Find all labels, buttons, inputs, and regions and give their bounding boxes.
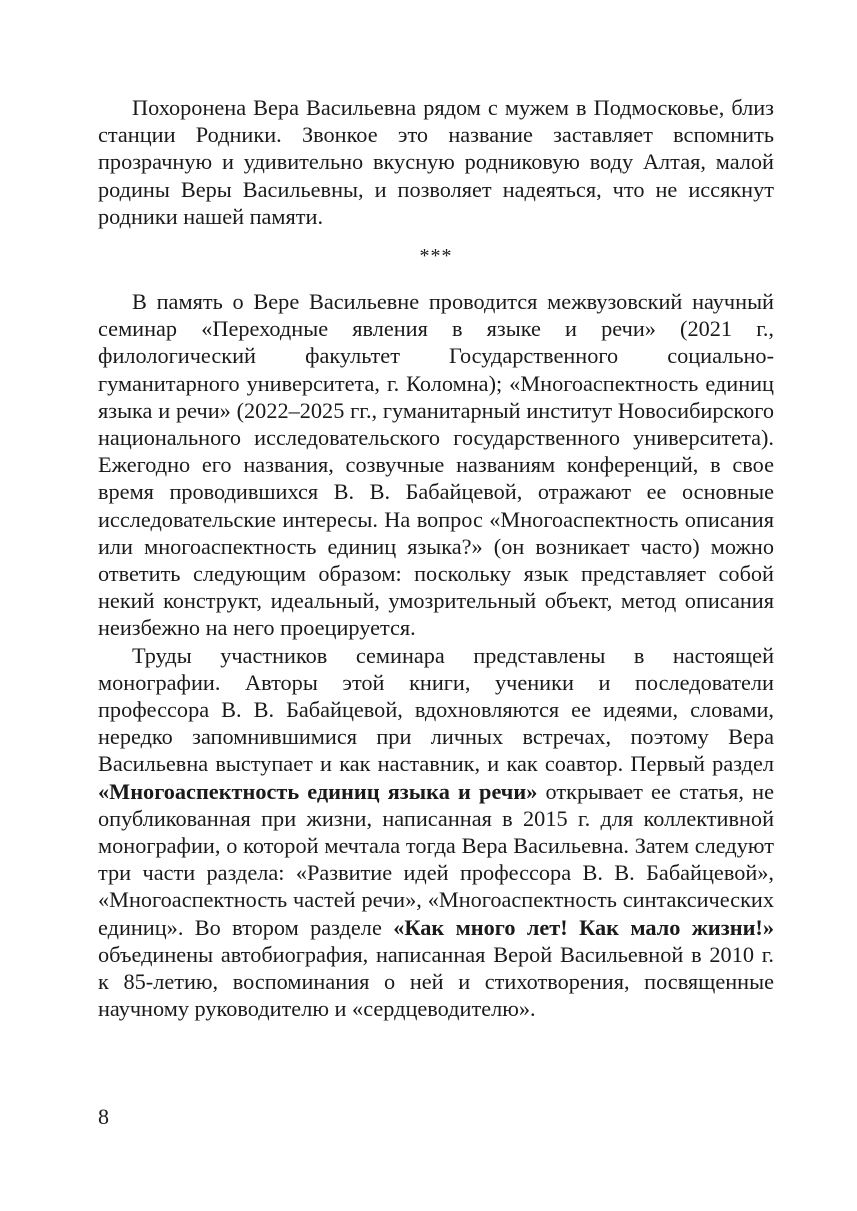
page-body: [98, 94, 774, 1023]
paragraph-burial: Похоронена Вера Васильевна рядом с мужем в Подмосковье, близ станции Родники. Звонкое это название заставляет вспомнить прозрачную и удивительно вкусную родниковую воду Алтая, малой родины Веры Васильевны, и позволяет надеяться, что не иссякнут родники нашей памяти.: [98, 95, 774, 229]
monograph-text-part-1: Труды участников семинара представлены в настоящей монографии. Авторы этой книги, ученики и последователи профессора В. В. Бабайцевой, вдохновляются ее идеями, словами, нередко запомнившимися при личных встречах, поэтому Вера Васильевна выступает и как наставник, и как соавтор. Первый раздел: [98, 642, 774, 777]
section-separator: ***: [419, 245, 453, 268]
page-number: 8: [98, 1104, 109, 1129]
paragraph-monograph: [98, 642, 774, 1023]
section-title-1: «Многоаспектность единиц языка и речи»: [98, 778, 538, 804]
monograph-text-part-3: объединены автобиография, написанная Верой Васильевной в 2010 г. к 85-летию, воспоминания о ней и стихотворения, посвященные научному руководителю и «сердцеводителю».: [98, 941, 774, 1022]
paragraph-seminar: В память о Вере Васильевне проводится межвузовский научный семинар «Переходные явления в языке и речи» (2021 г., филологический факультет Государственного социально-гуманитарного университета, г. Коломна); «Многоаспектность единиц языка и речи» (2022–2025 гг., гуманитарный институт Новосибирского национального исследовательского государственного университета). Ежегодно его названия, созвучные названиям конференций, в свое время проводившихся В. В. Бабайцевой, отражают ее основные исследовательские интересы. На вопрос «Многоаспектность описания или многоаспектность единиц языка?» (он возникает часто) можно ответить следующим образом: поскольку язык представляет собой некий конструкт, идеальный, умозрительный объект, метод описания неизбежно на него проецируется.: [98, 289, 774, 641]
section-title-2: «Как много лет! Как мало жизни!»: [393, 914, 774, 940]
monograph-text-part-2: открывает ее статья, не опубликованная при жизни, написанная в 2015 г. для коллективной монографии, о которой мечтала тогда Вера Васильевна. Затем следуют три части раздела: «Развитие идей профессора В. В. Бабайцевой», «Многоаспектность частей речи», «Многоаспектность синтаксических единиц». Во втором разделе: [98, 778, 774, 940]
